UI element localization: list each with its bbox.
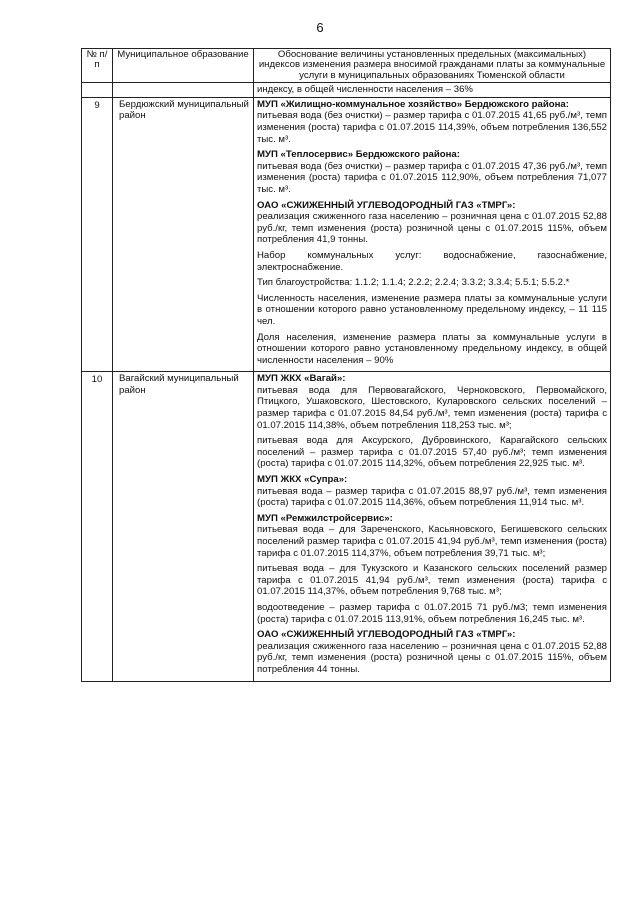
provider-block [257, 200, 607, 246]
provider-block [257, 293, 607, 328]
header-municipality: Муниципальное образование [113, 49, 254, 83]
provider-block [257, 474, 607, 509]
provider-text: питьевая вода – для Тукузского и Казанского сельских поселений размер тарифа с 01.07.2015 41,94 руб./м³, темп изменения (роста) тарифа с 01.07.2015 114,37%, объем потребления 9,768 тыс. м³; [257, 563, 607, 598]
provider-block [257, 373, 607, 431]
municipality-name: Вагайский муниципальный район [113, 372, 254, 681]
provider-block [257, 332, 607, 367]
provider-block [257, 563, 607, 598]
provider-heading: ОАО «СЖИЖЕННЫЙ УГЛЕВОДОРОДНЫЙ ГАЗ «ТМРГ»: [257, 199, 516, 211]
provider-block [257, 602, 607, 625]
header-basis: Обоснование величины установленных предельных (максимальных) индексов изменения размера вносимой гражданами платы за коммунальные услуги в муниципальных образованиях Тюменской области [254, 49, 611, 83]
table-row [82, 97, 611, 371]
page-number: 6 [316, 20, 324, 35]
provider-block [257, 435, 607, 470]
provider-block [257, 513, 607, 559]
provider-block [257, 149, 607, 195]
municipality-name: Бердюжский муниципальный район [113, 97, 254, 371]
continuation-row [82, 83, 611, 98]
table-header-row [82, 49, 611, 83]
provider-block [257, 629, 607, 675]
row-number: 10 [82, 372, 113, 681]
provider-text: Численность населения, изменение размера платы за коммунальные услуги в отношении которого равно установленному предельному индексу, – 11 115 чел. [257, 292, 607, 327]
continuation-text: индексу, в общей численности населения – 36% [254, 83, 611, 98]
provider-heading: ОАО «СЖИЖЕННЫЙ УГЛЕВОДОРОДНЫЙ ГАЗ «ТМРГ»: [257, 629, 516, 641]
provider-block [257, 250, 607, 273]
basis-cell [254, 97, 611, 371]
provider-text: питьевая вода (без очистки) – размер тарифа с 01.07.2015 41,65 руб./м³, темп изменения (роста) тарифа с 01.07.2015 114,39%, объем потребления 136,552 тыс. м³. [257, 110, 607, 145]
provider-text: питьевая вода – для Зареченского, Касьяновского, Бегишевского сельских поселений размер тарифа с 01.07.2015 41,94 руб./м³, темп изменения (роста) тарифа с 01.07.2015 114,37%, объем потребления 39,71 тыс. м³; [257, 524, 607, 559]
provider-text: реализация сжиженного газа населению – розничная цена с 01.07.2015 52,88 руб./кг, темп изменения (роста) розничной цены с 01.07.2015 115%, объем потребления 41,9 тонны. [257, 211, 607, 246]
header-no: № п/п [82, 49, 113, 83]
provider-text: Тип благоустройства: 1.1.2; 1.1.4; 2.2.2; 2.2.4; 3.3.2; 3.3.4; 5.5.1; 5.5.2.* [257, 277, 570, 289]
provider-text: питьевая вода для Аксурского, Дубровинского, Карагайского сельских поселений – размер тарифа с 01.07.2015 57,40 руб./м³; темп изменения (роста) тарифа с 01.07.2015 114,32%, объем потребления 22,925 тыс. м³. [257, 435, 607, 470]
provider-heading: МУП «Теплосервис» Бердюжского района: [257, 149, 460, 161]
tariff-table [81, 48, 611, 682]
provider-heading: МУП «Ремжилстройсервис»: [257, 512, 393, 524]
provider-text: Доля населения, изменение размера платы за коммунальные услуги в отношении которого равно установленному предельному индексу, в общей численности населения – 90% [257, 331, 607, 366]
basis-cell [254, 372, 611, 681]
provider-text: Набор коммунальных услуг: водоснабжение, газоснабжение, электроснабжение. [257, 249, 607, 273]
table-row [82, 372, 611, 681]
provider-text: водоотведение – размер тарифа с 01.07.2015 71 руб./м3; темп изменения (роста) тарифа с 01.07.2015 113,91%, объем потребления 16,245 тыс. м³. [257, 601, 607, 625]
provider-heading: МУП «Жилищно-коммунальное хозяйство» Бердюжского района: [257, 98, 569, 110]
provider-text: реализация сжиженного газа населению – розничная цена с 01.07.2015 52,88 руб./кг, темп изменения (роста) розничной цены с 01.07.2015 115%, объем потребления 44 тонны. [257, 640, 607, 675]
provider-block [257, 99, 607, 145]
provider-heading: МУП ЖКХ «Супра»: [257, 474, 348, 486]
provider-block [257, 277, 607, 289]
provider-heading: МУП ЖКХ «Вагай»: [257, 373, 346, 385]
provider-text: питьевая вода – размер тарифа с 01.07.2015 88,97 руб./м³, темп изменения (роста) тарифа с 01.07.2015 114,36%, объем потребления 11,914 тыс. м³. [257, 485, 607, 509]
provider-text: питьевая вода (без очистки) – размер тарифа с 01.07.2015 47,36 руб./м³, темп изменения (роста) тарифа с 01.07.2015 112,90%, объем потребления 71,077 тыс. м³. [257, 160, 607, 195]
provider-text: питьевая вода для Первовагайского, Черноковского, Первомайского, Птицкого, Ушаковского, Шестовского, Куларовского сельских поселений – размер тарифа с 01.07.2015 84,54 руб./м³, темп изменения (роста) тарифа с 01.07.2015 114,38%, объем потребления 118,253 тыс. м³; [257, 384, 607, 431]
row-number: 9 [82, 97, 113, 371]
